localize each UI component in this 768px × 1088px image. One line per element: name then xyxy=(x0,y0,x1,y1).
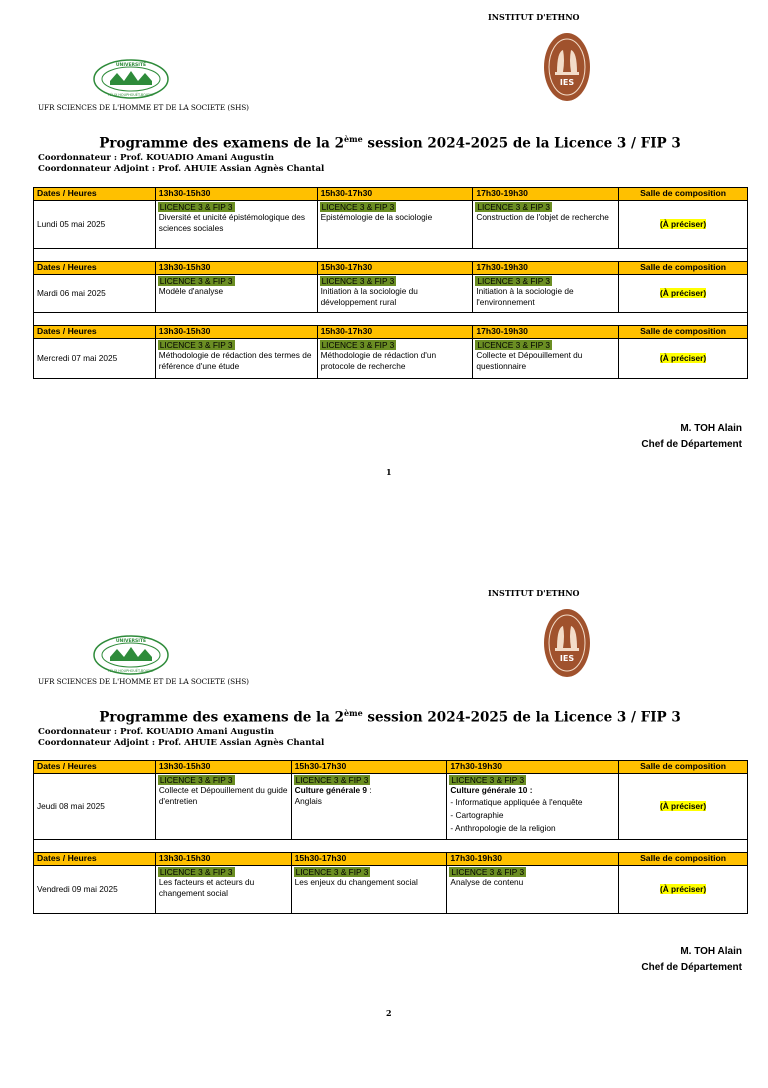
exam-cell: LICENCE 3 & FIP 3 Collecte et Dépouillement du guide d'entretien xyxy=(155,774,291,840)
level-tag: LICENCE 3 & FIP 3 xyxy=(321,202,395,212)
ufr-label: UFR SCIENCES DE L'HOMME ET DE LA SOCIETE (SHS) xyxy=(38,677,249,686)
page-title: Programme des examens de la 2ème session 2024-2025 de la Licence 3 / FIP 3 xyxy=(99,708,681,726)
page-number: 1 xyxy=(386,467,392,477)
ufr-label: UFR SCIENCES DE L'HOMME ET DE LA SOCIETE (SHS) xyxy=(38,103,249,112)
level-tag: LICENCE 3 & FIP 3 xyxy=(159,775,233,785)
coordinators xyxy=(38,153,324,175)
signature xyxy=(641,421,742,453)
table-row xyxy=(34,275,748,313)
room-cell: (À préciser) xyxy=(619,866,748,914)
level-tag: LICENCE 3 & FIP 3 xyxy=(477,202,551,212)
header-row: Dates / Heures 13h30-15h30 15h30-17h30 17h30-19h30 Salle de composition xyxy=(34,761,748,774)
page-1 xyxy=(0,0,768,512)
level-tag: LICENCE 3 & FIP 3 xyxy=(159,340,233,350)
exam-cell: LICENCE 3 & FIP 3 Initiation à la sociologie de l'environnement xyxy=(473,275,619,313)
list-item: - Anthropologie de la religion xyxy=(450,822,556,833)
university-seal-icon xyxy=(92,58,170,100)
spacer-row xyxy=(34,249,748,262)
level-tag: LICENCE 3 & FIP 3 xyxy=(159,202,233,212)
seal-text-bottom: FÉLIX HOUPHOUËT-BOIGNY xyxy=(107,93,155,97)
exam-cell: LICENCE 3 & FIP 3 Diversité et unicité épistémologique des sciences sociales xyxy=(155,201,317,249)
header-row: Dates / Heures 13h30-15h30 15h30-17h30 17h30-19h30 Salle de composition xyxy=(34,853,748,866)
day-cell: Jeudi 08 mai 2025 xyxy=(34,774,156,840)
level-tag: LICENCE 3 & FIP 3 xyxy=(477,276,551,286)
sub-list xyxy=(450,796,615,835)
level-tag: LICENCE 3 & FIP 3 xyxy=(295,775,369,785)
exam-cell: LICENCE 3 & FIP 3 Méthodologie de rédaction d'un protocole de recherche xyxy=(317,339,473,379)
col-slot3: 17h30-19h30 xyxy=(473,188,619,201)
col-slot1: 13h30-15h30 xyxy=(155,188,317,201)
header-row xyxy=(34,188,748,201)
spacer-row xyxy=(34,840,748,853)
svg-text:UNIVERSITÉ: UNIVERSITÉ xyxy=(115,639,147,644)
signature xyxy=(641,944,742,976)
table-row xyxy=(34,339,748,379)
exam-cell: LICENCE 3 & FIP 3 Modèle d'analyse xyxy=(155,275,317,313)
coordinator: Coordonnateur : Prof. KOUADIO Amani Augustin xyxy=(38,727,275,737)
exam-cell: LICENCE 3 & FIP 3 Les facteurs et acteurs du changement social xyxy=(155,866,291,914)
signatory-name: M. TOH Alain xyxy=(680,946,742,957)
level-tag: LICENCE 3 & FIP 3 xyxy=(451,867,525,877)
col-room: Salle de composition xyxy=(619,188,748,201)
signatory-name: M. TOH Alain xyxy=(680,423,742,434)
header-row: Dates / Heures 13h30-15h30 15h30-17h30 17h30-19h30 Salle de composition xyxy=(34,262,748,275)
ies-text: IES xyxy=(559,78,575,87)
list-item: - Cartographie xyxy=(450,809,504,820)
exam-cell: LICENCE 3 & FIP 3 Initiation à la sociologie du développement rural xyxy=(317,275,473,313)
level-tag: LICENCE 3 & FIP 3 xyxy=(321,340,395,350)
page-title: Programme des examens de la 2ème session 2024-2025 de la Licence 3 / FIP 3 xyxy=(99,134,681,152)
day-cell: Vendredi 09 mai 2025 xyxy=(34,866,156,914)
header-row: Dates / Heures 13h30-15h30 15h30-17h30 17h30-19h30 Salle de composition xyxy=(34,326,748,339)
day-cell: Mardi 06 mai 2025 xyxy=(34,275,156,313)
exam-cell: LICENCE 3 & FIP 3 Culture générale 10 : - Informatique appliquée à l'enquête - Cartographie - Anthropologie de la religion xyxy=(447,774,619,840)
level-tag: LICENCE 3 & FIP 3 xyxy=(321,276,395,286)
col-slot2: 15h30-17h30 xyxy=(317,188,473,201)
exam-cell: LICENCE 3 & FIP 3 Les enjeux du changement social xyxy=(291,866,447,914)
schedule-table-page1 xyxy=(33,187,748,379)
table-row xyxy=(34,201,748,249)
level-tag: LICENCE 3 & FIP 3 xyxy=(159,867,233,877)
coordinator: Coordonnateur : Prof. KOUADIO Amani Augustin xyxy=(38,153,275,163)
room-cell: (À préciser) xyxy=(619,339,748,379)
deputy-coordinator: Coordonnateur Adjoint : Prof. AHUIE Assian Agnès Chantal xyxy=(38,738,325,748)
coordinators xyxy=(38,727,324,749)
spacer-row xyxy=(34,313,748,326)
institute-seal-icon xyxy=(543,608,591,678)
signatory-role: Chef de Département xyxy=(641,439,742,450)
exam-cell: LICENCE 3 & FIP 3 Méthodologie de rédaction des termes de référence d'une étude xyxy=(155,339,317,379)
list-item: - Informatique appliquée à l'enquête xyxy=(450,796,583,807)
exam-cell: LICENCE 3 & FIP 3 Construction de l'objet de recherche xyxy=(473,201,619,249)
day-cell: Mercredi 07 mai 2025 xyxy=(34,339,156,379)
level-tag: LICENCE 3 & FIP 3 xyxy=(159,276,233,286)
svg-text:IES: IES xyxy=(559,654,575,663)
exam-cell: LICENCE 3 & FIP 3 Analyse de contenu xyxy=(447,866,619,914)
table-row xyxy=(34,774,748,840)
seal-text-top: UNIVERSITÉ xyxy=(115,63,147,68)
level-tag: LICENCE 3 & FIP 3 xyxy=(477,340,551,350)
institute-seal-icon xyxy=(543,32,591,102)
institut-label: INSTITUT D'ETHNO xyxy=(488,12,580,22)
level-tag: LICENCE 3 & FIP 3 xyxy=(295,867,369,877)
deputy-coordinator: Coordonnateur Adjoint : Prof. AHUIE Assian Agnès Chantal xyxy=(38,164,325,174)
signatory-role: Chef de Département xyxy=(641,962,742,973)
room-cell: (À préciser) xyxy=(619,774,748,840)
schedule-table-page2 xyxy=(33,760,748,914)
page-2 xyxy=(0,576,768,1088)
university-seal-icon xyxy=(92,634,170,676)
page-number: 2 xyxy=(386,1008,392,1018)
day-cell: Lundi 05 mai 2025 xyxy=(34,201,156,249)
level-tag: LICENCE 3 & FIP 3 xyxy=(451,775,525,785)
svg-text:FÉLIX HOUPHOUËT-BOIGNY: FÉLIX HOUPHOUËT-BOIGNY xyxy=(107,669,155,673)
room-cell: (À préciser) xyxy=(619,201,748,249)
col-date: Dates / Heures xyxy=(34,188,156,201)
institut-label: INSTITUT D'ETHNO xyxy=(488,588,580,598)
exam-cell: LICENCE 3 & FIP 3 Culture générale 9 : Anglais xyxy=(291,774,447,840)
room-cell: (À préciser) xyxy=(619,275,748,313)
exam-cell: LICENCE 3 & FIP 3 Collecte et Dépouillement du questionnaire xyxy=(473,339,619,379)
exam-cell: LICENCE 3 & FIP 3 Epistémologie de la sociologie xyxy=(317,201,473,249)
table-row xyxy=(34,866,748,914)
